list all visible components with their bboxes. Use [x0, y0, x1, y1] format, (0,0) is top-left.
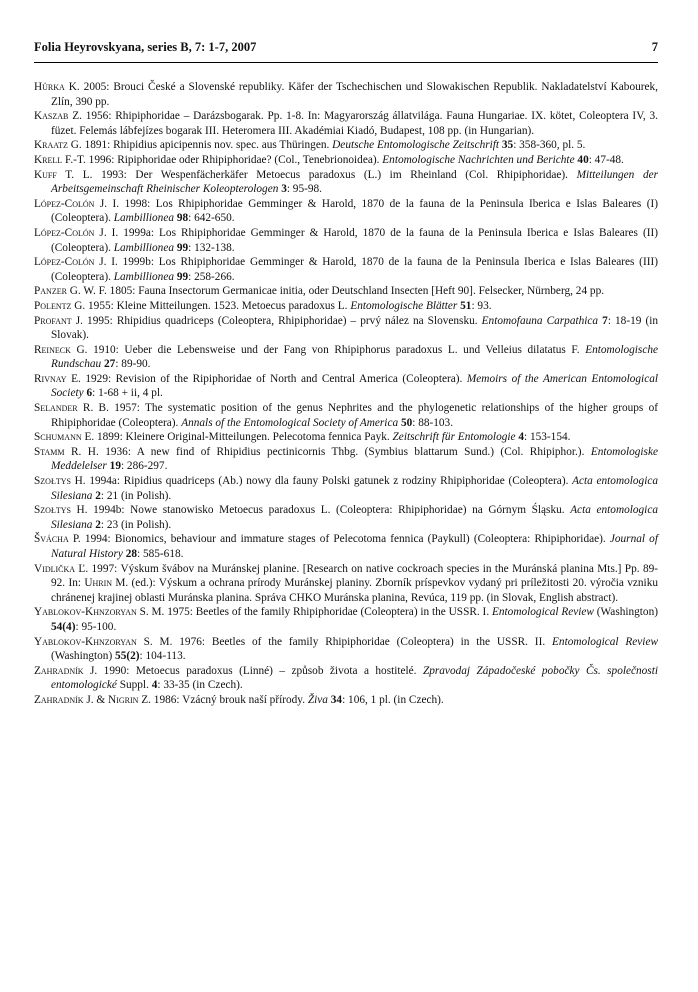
reference-author: Kaszab Z.: [34, 110, 82, 123]
reference-text: 1994a: Ripidius quadriceps (Ab.) nowy dla fauny Polski gatunek z rodziny Rhipiphoridae (Coleoptera).: [85, 475, 573, 488]
reference-author: Krell F.-T.: [34, 153, 86, 166]
reference-journal: Acta entomologica Silesiana: [51, 475, 658, 502]
reference-entry: [34, 153, 658, 168]
reference-author: Stamm R. H.: [34, 445, 99, 458]
reference-author: Kuff T. L.: [34, 168, 93, 181]
reference-journal: Memoirs of the American Entomological Society: [51, 372, 659, 400]
running-head-journal: Folia Heyrovskyana, series B, 7: 1-7, 2007: [34, 40, 257, 54]
reference-text: 1955: Kleine Mitteilungen. 1523. Metoecus paradoxus L.: [85, 299, 351, 312]
reference-text: 1929: Revision of the Ripiphoridae of North and Central America (Coleoptera).: [80, 372, 467, 385]
reference-author: Selander R. B.: [34, 402, 109, 415]
reference-volume: 99: [176, 241, 189, 254]
reference-author: Zahradník J.: [34, 664, 98, 677]
reference-entry: [34, 635, 658, 664]
reference-author: Schumann E.: [34, 431, 95, 444]
reference-volume: 40: [577, 153, 589, 166]
reference-text: 1994b: Nowe stanowisko Metoecus paradoxus L. (Coleoptera: Rhipiphoridae) na Górnym Śląsku.: [87, 504, 571, 517]
reference-author: Panzer G. W. F.: [34, 285, 107, 298]
reference-author: Kraatz G.: [34, 139, 82, 152]
reference-text: 1975: Beetles of the family Rhipiphoridae (Coleoptera) in the USSR. I.: [164, 606, 492, 619]
reference-author: Szołtys H.: [34, 475, 86, 488]
reference-text: 1976: Beetles of the family Rhipiphoridae (Coleoptera) in the USSR. II.: [172, 635, 553, 648]
reference-volume: 98: [176, 212, 189, 225]
reference-author: Rivnay E.: [34, 372, 81, 385]
reference-journal: Entomologische Nachrichten und Berichte: [382, 153, 575, 166]
reference-author: Hůrka K.: [34, 81, 80, 93]
reference-entry: [34, 226, 658, 255]
reference-entry: [34, 284, 658, 299]
reference-text: 1956: Rhipiphoridae – Darázsbogarak. Pp. 1-8. In: Magyarország állatvilága. Fauna Hungariae. IX. kötet, Coleoptera IV, 3. füzet. Felemás lábfejízes bogarak III. Heteromera III. Akadémiai Kiadó, Budapest, 108 pp. (in Hungarian).: [51, 110, 658, 137]
reference-entry: [34, 664, 658, 693]
reference-text: : 585-618.: [137, 548, 184, 560]
reference-text: : 132-138.: [188, 241, 235, 254]
reference-entry: [34, 138, 658, 153]
reference-text: : 642-650.: [188, 212, 235, 225]
reference-text: : 33-35 (in Czech).: [157, 679, 243, 692]
page-header: [34, 40, 658, 60]
header-rule: [34, 62, 658, 63]
reference-entry: [34, 109, 658, 138]
reference-text: : 358-360, pl. 5.: [513, 139, 586, 152]
reference-volume: 4: [151, 679, 158, 692]
reference-volume: 7: [602, 314, 608, 327]
reference-entry: [34, 168, 658, 197]
reference-entry: [34, 197, 658, 226]
reference-text: 1805: Fauna Insectorum Germanicae initia, oder Deutschland Insecten [Heft 90]. Felsecker, Nürnberg, 24 pp.: [106, 285, 605, 298]
reference-journal: Zeitschrift für Entomologie: [392, 431, 516, 444]
reference-author: Profant J.: [34, 314, 83, 327]
reference-author: López-Colón J. I.: [34, 226, 119, 239]
reference-author: Yablokov-Khnzoryan S. M.: [34, 606, 165, 619]
reference-text: 1999b: Los Rhipiphoridae Gemminger & Harold, 1870 de la fauna de la Peninsula Iberica e Islas Baleares (III) (Coleoptera).: [51, 256, 658, 283]
reference-text: 1999a: Los Rhipiphoridae Gemminger & Harold, 1870 de la fauna de la Peninsula Iberica e Islas Baleares (II) (Coleoptera).: [51, 226, 658, 254]
reference-author: López-Colón J. I.: [34, 256, 118, 269]
reference-volume: 27: [104, 358, 116, 371]
reference-text: : 1-68 + ii, 4 pl.: [92, 387, 163, 400]
reference-entry: [34, 693, 658, 708]
reference-text: 1957: The systematic position of the genus Nephrites and the phylogenetic relationships of the higher groups of Rhipiphoridae (Coleoptera).: [51, 402, 658, 429]
reference-journal: Lambillionea: [113, 270, 174, 283]
reference-volume: 4: [518, 431, 525, 444]
reference-entry: [34, 445, 658, 474]
reference-text: : 89-90.: [115, 358, 151, 371]
reference-journal: Journal of Natural History: [51, 533, 658, 560]
reference-journal: Annals of the Entomological Society of America: [181, 416, 399, 429]
reference-entry: [34, 430, 658, 445]
reference-text: 1994: Bionomics, behaviour and immature stages of Pelecotoma fennica (Paykull) (Coleoptera: Rhipiphoridae).: [80, 533, 610, 546]
reference-text: (ed.): Výskum a ochrana prírody Muránskej planiny. Zborník príspevkov vydaný pri príležitosti 20. výročia vzniku chránenej krajinej oblasti Muránska planina. Správa CHKO Muránska planina, Revúca, 119 pp. (in Slovak, English abstract).: [51, 577, 658, 604]
reference-text: : 104-113.: [139, 650, 186, 663]
reference-volume: 55(2): [115, 650, 140, 663]
reference-journal: Lambillionea: [113, 212, 174, 225]
reference-entry: [34, 299, 658, 314]
reference-entry: [34, 605, 658, 634]
reference-text: : 18-19 (in Slovak).: [51, 314, 658, 342]
reference-journal: Deutsche Entomologische Zeitschrift: [332, 139, 500, 152]
reference-entry: [34, 314, 658, 343]
reference-text: : 23 (in Polish).: [100, 518, 172, 531]
reference-text: : 93.: [471, 299, 492, 312]
reference-journal: Entomologiske Meddelelser: [51, 445, 658, 473]
reference-journal: Živa: [307, 693, 328, 706]
reference-text: 1936: A new find of Rhipidius pectinicornis Thbg. (Symbius blattarum Sund.) (Col. Rhipiphor.).: [98, 445, 591, 458]
reference-author: Reineck G.: [34, 343, 88, 356]
reference-text: : 88-103.: [412, 416, 454, 429]
reference-author: Zahradník J. & Nigrin Z.: [34, 693, 151, 706]
reference-author: Uhrin M.: [84, 577, 129, 590]
reference-text: 1990: Metoecus paradoxus (Linné) – způsob života a hostitelé.: [97, 664, 423, 677]
reference-text: 1899: Kleinere Original-Mitteilungen. Pelecotoma fennica Payk.: [94, 431, 393, 444]
reference-text: : 95-100.: [75, 620, 117, 633]
reference-author: Vidlička Ľ.: [34, 562, 89, 575]
reference-text: 1986: Vzácný brouk naší přírody.: [150, 693, 308, 706]
reference-text: : 106, 1 pl. (in Czech).: [342, 693, 444, 706]
reference-text: 1993: Der Wespenfächerkäfer Metoecus paradoxus (L.) im Rheinland (Col. Rhipiphoridae).: [92, 168, 577, 181]
reference-text: 1891: Rhipidius apicipennis nov. spec. aus Thüringen.: [81, 139, 333, 152]
reference-volume: 54(4): [51, 620, 76, 633]
reference-volume: 35: [501, 139, 514, 152]
reference-text: 1997: Výskum švábov na Muránskej planine. [Research on native cockroach species in the Muránská planina Mts.] Pp. 89-92. In:: [51, 562, 659, 590]
reference-author: Szołtys H.: [34, 504, 88, 517]
reference-text: : 21 (in Polish).: [100, 489, 172, 502]
reference-text: : 47-48.: [588, 153, 624, 166]
reference-journal: Mitteilungen der Arbeitsgemeinschaft Rheinischer Koleopterologen: [51, 168, 659, 196]
reference-volume: 50: [400, 416, 413, 429]
reference-entry: [34, 372, 658, 401]
reference-text: (Washington): [51, 650, 116, 663]
reference-journal: Entomologische Rundschau: [51, 343, 659, 371]
reference-author: Polentz G.: [34, 299, 86, 312]
reference-volume: 19: [109, 460, 121, 473]
reference-author: López-Colón J. I.: [34, 197, 120, 210]
reference-volume: 51: [460, 299, 472, 312]
reference-journal: Entomological Review: [552, 635, 658, 648]
reference-journal: Acta entomologica Silesiana: [51, 504, 658, 531]
reference-journal: Entomofauna Carpathica: [481, 314, 599, 327]
reference-entry: [34, 80, 658, 109]
reference-text: 1998: Los Rhipiphoridae Gemminger & Harold, 1870 de la fauna de la Peninsula Iberica e Islas Baleares (I) (Coleoptera).: [51, 197, 659, 225]
reference-text: : 258-266.: [188, 270, 235, 283]
reference-text: 1995: Rhipidius quadriceps (Coleoptera, Rhipiphoridae) – prvý nález na Slovensku.: [82, 314, 482, 327]
reference-author: Švácha P.: [34, 533, 81, 546]
reference-journal: Zpravodaj Západočeské pobočky Čs. společnosti entomologické: [51, 664, 658, 692]
reference-entry: [34, 562, 658, 606]
reference-volume: 99: [176, 270, 189, 283]
reference-entry: [34, 255, 658, 284]
reference-journal: Lambillionea: [113, 241, 174, 254]
reference-text: : 153-154.: [524, 431, 571, 444]
reference-volume: 3: [281, 183, 287, 196]
reference-text: Suppl.: [116, 679, 152, 692]
reference-volume: 28: [125, 548, 137, 560]
reference-text: (Washington): [593, 606, 658, 619]
reference-text: 1996: Ripiphoridae oder Rhipiphoridae? (Col., Tenebrionoidea).: [85, 153, 383, 166]
reference-text: 1910: Ueber die Lebensweise und der Fang von Rhipiphorus paradoxus L. und Velleius dilatatus F.: [87, 343, 586, 356]
reference-entry: [34, 401, 658, 430]
reference-volume: 2: [95, 489, 101, 502]
page-number: 7: [651, 40, 658, 54]
reference-volume: 6: [86, 387, 93, 400]
reference-text: 2005: Brouci České a Slovenské republiky. Käfer der Tschechischen und Slowakischen Republik. Nakladatelství Kabourek, Zlín, 390 pp.: [51, 81, 658, 108]
reference-entry: [34, 532, 658, 561]
reference-volume: 34: [330, 693, 343, 706]
reference-entry: [34, 503, 658, 532]
reference-list: [34, 80, 658, 708]
reference-volume: 2: [95, 518, 101, 531]
reference-text: : 286-297.: [120, 460, 168, 473]
reference-journal: Entomological Review: [491, 606, 594, 619]
reference-entry: [34, 474, 658, 503]
reference-author: Yablokov-Khnzoryan S. M.: [34, 635, 173, 648]
reference-journal: Entomologische Blätter: [350, 299, 458, 312]
reference-text: : 95-98.: [286, 183, 322, 196]
reference-entry: [34, 343, 658, 372]
